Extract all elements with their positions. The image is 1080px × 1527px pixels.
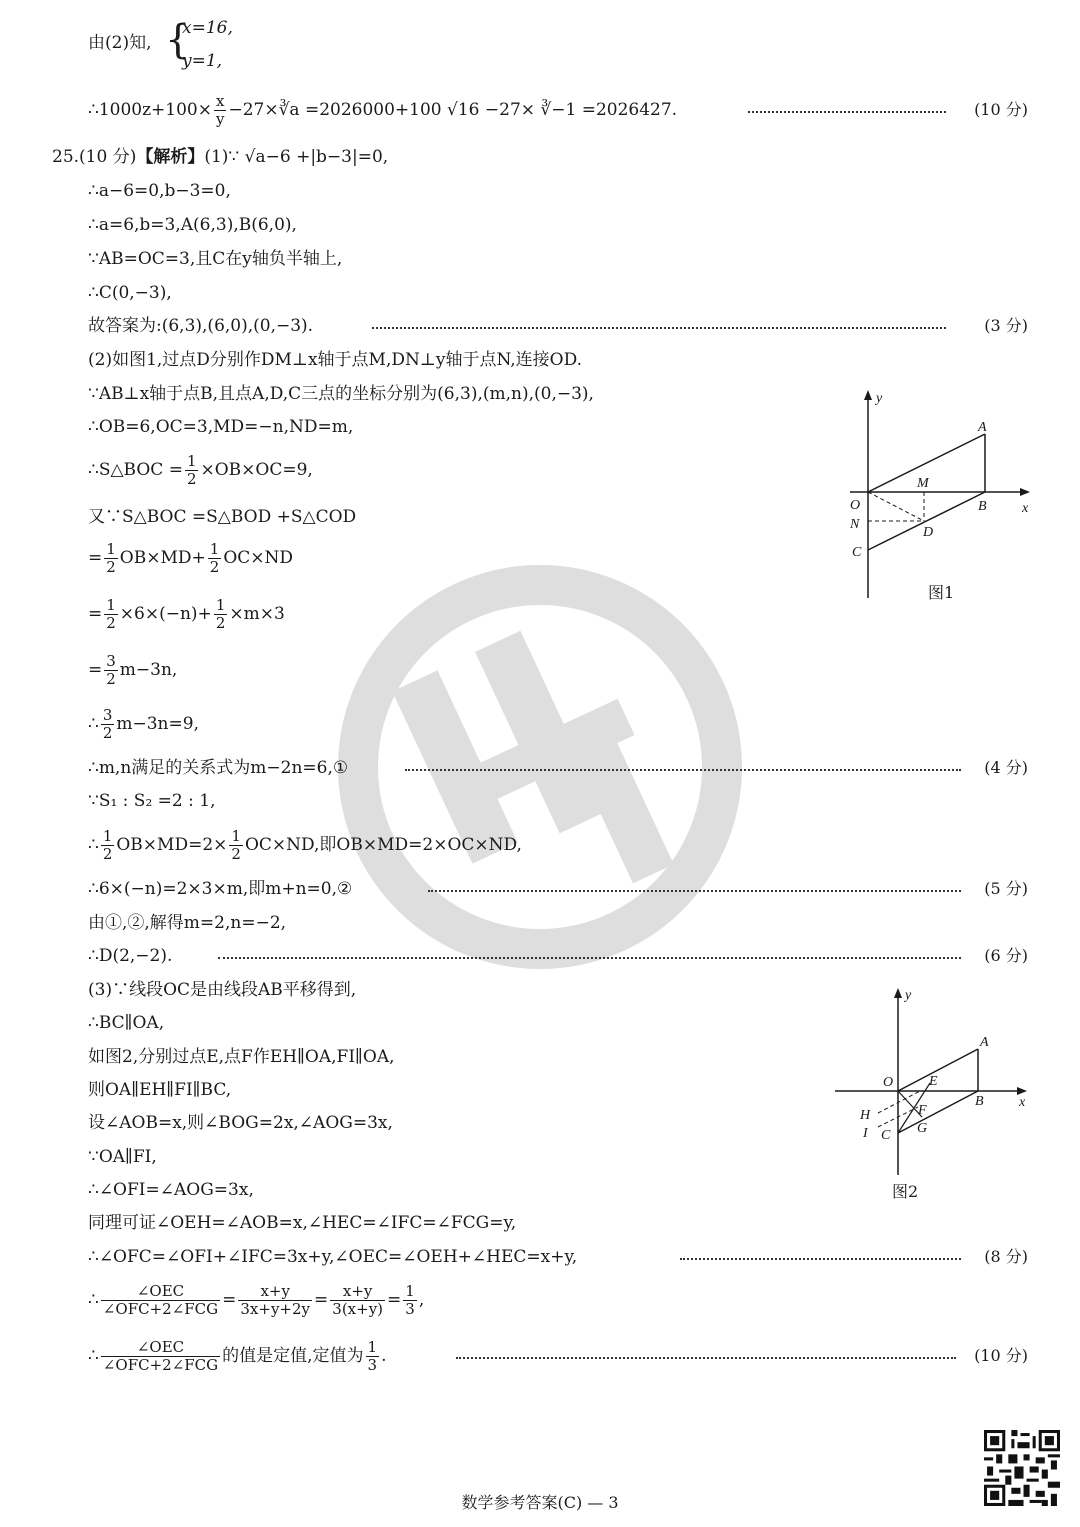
text-line: ∴D(2,−2). xyxy=(88,946,173,966)
fraction-den: 2 xyxy=(186,470,197,488)
fraction xyxy=(214,93,226,128)
fraction-den: 2 xyxy=(106,670,116,688)
fraction-den: 3 xyxy=(405,1300,415,1318)
text-segment: = xyxy=(88,548,103,568)
text-segment: ∴1000z+100× xyxy=(88,100,212,120)
text-line: 又∵S△BOC =S△BOD +S△COD xyxy=(88,507,357,527)
question-header xyxy=(52,146,388,168)
fig2-label-x: x xyxy=(1019,1095,1026,1110)
text-line: 同理可证∠OEH=∠AOB=x,∠HEC=∠IFC=∠FCG=y, xyxy=(88,1213,517,1233)
fraction-den: ∠OFC+2∠FCG xyxy=(102,1300,219,1318)
score: (3 分) xyxy=(984,316,1028,335)
score: (5 分) xyxy=(984,879,1028,898)
text-segment: ×6×(−n)+ xyxy=(119,604,212,624)
fig1-label-d: D xyxy=(923,525,934,540)
fraction-den: 2 xyxy=(209,558,220,576)
fraction xyxy=(366,1339,380,1374)
text-line: y=1, xyxy=(182,51,223,71)
fig2-label-f: F xyxy=(918,1103,927,1118)
fraction-den: 2 xyxy=(231,845,241,863)
fraction xyxy=(104,541,118,576)
leader-dots xyxy=(372,327,946,329)
text-line: ∴∠OFI=∠AOG=3x, xyxy=(88,1180,254,1200)
fraction-num: x+y xyxy=(238,1283,312,1301)
text-line: 由①,②,解得m=2,n=−2, xyxy=(88,913,287,933)
text-line: ∴a=6,b=3,A(6,3),B(6,0), xyxy=(88,215,297,235)
fig1-label-a: A xyxy=(978,420,987,435)
text-line: 如图2,分别过点E,点F作EH∥OA,FI∥OA, xyxy=(88,1047,395,1067)
text-line: (2)如图1,过点D分别作DM⊥x轴于点M,DN⊥y轴于点N,连接OD. xyxy=(88,350,583,370)
fig2-label-c: C xyxy=(881,1128,891,1143)
fraction xyxy=(229,828,243,863)
fraction xyxy=(185,453,199,488)
fraction-num: 1 xyxy=(209,540,220,558)
figure-1-caption: 图1 xyxy=(928,583,955,602)
text-line: ∴OB=6,OC=3,MD=−n,ND=m, xyxy=(88,417,354,437)
leader-dots xyxy=(680,1258,961,1260)
fig2-label-y: y xyxy=(905,988,912,1003)
leader-dots xyxy=(456,1357,956,1359)
text-line: (3)∵线段OC是由线段AB平移得到, xyxy=(88,980,357,1000)
fraction-num: ∠OEC xyxy=(101,1339,220,1357)
text-segment: (1)∵ √a−6 +|b−3|=0, xyxy=(204,147,389,167)
text-line: ∴6×(−n)=2×3×m,即m+n=0,② xyxy=(88,879,353,899)
fraction xyxy=(214,597,228,632)
text-line: ∴BC∥OA, xyxy=(88,1013,165,1033)
fraction xyxy=(101,707,115,742)
text-line: ∴C(0,−3), xyxy=(88,283,172,303)
fig1-label-b: B xyxy=(978,499,987,514)
fraction xyxy=(403,1283,417,1318)
text-segment: = xyxy=(88,660,103,680)
text-segment: = xyxy=(88,604,103,624)
score: (8 分) xyxy=(984,1247,1028,1266)
fig2-label-o: O xyxy=(883,1075,894,1090)
fraction-den: 2 xyxy=(106,558,116,576)
fraction-num: x xyxy=(214,93,226,111)
text-segment: OB×MD+ xyxy=(119,548,206,568)
fig2-label-a: A xyxy=(980,1035,989,1050)
fig1-label-x: x xyxy=(1022,501,1029,516)
text-segment: ∴ xyxy=(88,1346,99,1366)
text-line xyxy=(88,450,313,490)
fraction-num: 3 xyxy=(102,706,113,724)
text-line xyxy=(88,704,199,744)
text-line xyxy=(88,825,522,865)
figure-2 xyxy=(830,985,1035,1180)
text-segment: ∴ xyxy=(88,714,99,734)
question-number: 25.(10 分) xyxy=(52,147,137,167)
fraction-den: y xyxy=(215,110,225,128)
fig2-label-i: I xyxy=(863,1126,868,1141)
text-line xyxy=(88,538,293,578)
fig2-label-g: G xyxy=(917,1121,928,1136)
fraction-num: 1 xyxy=(106,596,116,614)
text-line: ∵AB⊥x轴于点B,且点A,D,C三点的坐标分别为(6,3),(m,n),(0,−3), xyxy=(88,384,594,404)
fraction-num: 1 xyxy=(405,1282,415,1300)
text-line: ∵AB=OC=3,且C在y轴负半轴上, xyxy=(88,249,343,269)
figure-1 xyxy=(840,388,1040,603)
fraction xyxy=(101,1283,220,1318)
text-segment: OB×MD=2× xyxy=(116,835,228,855)
fraction-den: 2 xyxy=(102,724,113,742)
fig1-label-n: N xyxy=(850,517,860,532)
fraction-num: 1 xyxy=(186,452,197,470)
fig1-label-m: M xyxy=(917,476,929,491)
fraction xyxy=(104,597,118,632)
text-line xyxy=(88,90,677,130)
text-line xyxy=(88,1336,387,1376)
fraction-num: 1 xyxy=(215,596,226,614)
text-line: ∴m,n满足的关系式为m−2n=6,① xyxy=(88,758,349,778)
fraction-den: 2 xyxy=(106,614,116,632)
fig1-label-o: O xyxy=(850,498,861,513)
fraction xyxy=(330,1283,385,1318)
text-line: x=16, xyxy=(182,18,233,38)
fraction-den: ∠OFC+2∠FCG xyxy=(102,1356,219,1374)
fig1-label-y: y xyxy=(876,391,883,406)
text-line: 故答案为:(6,3),(6,0),(0,−3). xyxy=(88,316,314,336)
brace: { xyxy=(165,17,191,63)
score: (10 分) xyxy=(974,1346,1028,1365)
text-segment: m−3n=9, xyxy=(116,714,199,734)
text-line xyxy=(88,650,177,690)
text-segment: = xyxy=(222,1290,237,1310)
fig2-label-b: B xyxy=(975,1094,984,1109)
page-footer: 数学参考答案(C) — 3 xyxy=(461,1493,619,1512)
text-segment: OC×ND xyxy=(223,548,294,568)
analysis-label: 【解析】 xyxy=(136,147,205,167)
fraction-den: 2 xyxy=(102,845,113,863)
text-line: 由(2)知, xyxy=(88,33,152,53)
leader-dots xyxy=(405,769,961,771)
fraction-den: 3 xyxy=(367,1356,378,1374)
text-segment: OC×ND,即OB×MD=2×OC×ND, xyxy=(244,835,522,855)
text-segment: . xyxy=(381,1346,387,1366)
text-line: ∵S₁ : S₂ =2 : 1, xyxy=(88,791,216,811)
fraction xyxy=(101,828,115,863)
text-line: ∴∠OFC=∠OFI+∠IFC=3x+y,∠OEC=∠OEH+∠HEC=x+y, xyxy=(88,1247,578,1267)
leader-dots xyxy=(748,111,946,113)
fraction-num: ∠OEC xyxy=(101,1283,220,1301)
text-line xyxy=(88,594,285,634)
leader-dots xyxy=(218,957,961,959)
text-segment: ∴ xyxy=(88,1290,99,1310)
fraction-den: 2 xyxy=(215,614,226,632)
text-segment: ∴ xyxy=(88,835,99,855)
fraction-den: 3(x+y) xyxy=(332,1300,384,1318)
fraction xyxy=(238,1283,312,1318)
score: (10 分) xyxy=(974,100,1028,119)
leader-dots xyxy=(428,890,961,892)
fraction-num: 1 xyxy=(231,827,241,845)
fraction-num: x+y xyxy=(330,1283,385,1301)
fig2-label-h: H xyxy=(860,1108,871,1123)
fraction-num: 1 xyxy=(367,1338,378,1356)
text-segment: m−3n, xyxy=(119,660,178,680)
fig2-label-e: E xyxy=(929,1074,938,1089)
text-segment: −27×∛a =2026000+100 √16 −27× ∛−1 =2026427. xyxy=(228,100,678,120)
text-line: 设∠AOB=x,则∠BOG=2x,∠AOG=3x, xyxy=(88,1113,393,1133)
text-segment: = xyxy=(387,1290,402,1310)
score: (4 分) xyxy=(984,758,1028,777)
text-line xyxy=(88,1280,424,1320)
fraction-num: 1 xyxy=(102,827,113,845)
fraction xyxy=(104,653,118,688)
text-segment: = xyxy=(314,1290,329,1310)
text-segment: ×m×3 xyxy=(229,604,285,624)
figure-2-caption: 图2 xyxy=(892,1182,919,1201)
fraction xyxy=(101,1339,220,1374)
text-segment: ×OB×OC=9, xyxy=(200,460,313,480)
text-segment: ∴S△BOC = xyxy=(88,460,183,480)
fraction-num: 1 xyxy=(106,540,116,558)
text-line: ∵OA∥FI, xyxy=(88,1147,157,1167)
score: (6 分) xyxy=(984,946,1028,965)
text-line: ∴a−6=0,b−3=0, xyxy=(88,181,231,201)
text-segment: 的值是定值,定值为 xyxy=(222,1346,364,1366)
watermark-logo xyxy=(335,562,745,972)
text-segment: , xyxy=(418,1290,425,1310)
fraction-num: 3 xyxy=(106,652,116,670)
fraction xyxy=(208,541,222,576)
text-line: 则OA∥EH∥FI∥BC, xyxy=(88,1080,232,1100)
fraction-den: 3x+y+2y xyxy=(240,1300,311,1318)
fig1-label-c: C xyxy=(852,545,862,560)
